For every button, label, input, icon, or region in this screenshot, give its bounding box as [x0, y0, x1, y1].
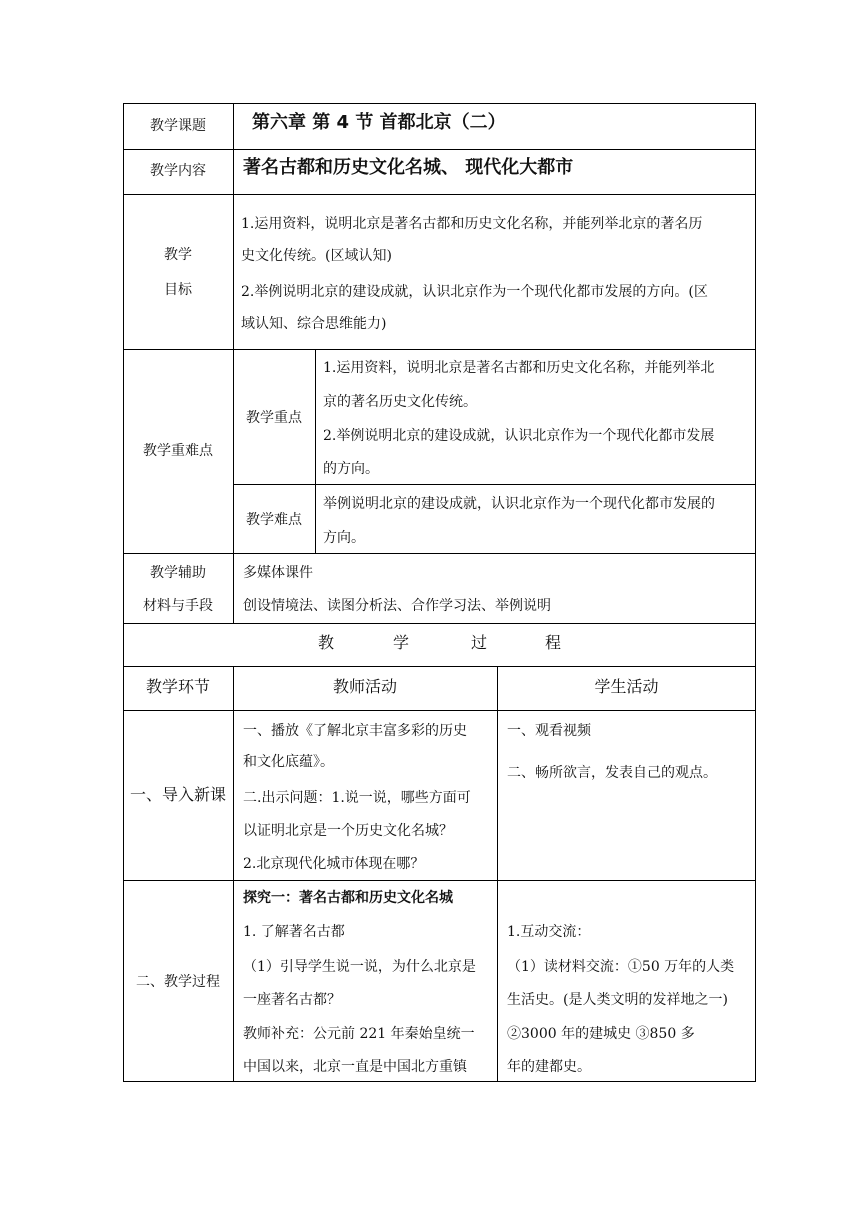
key-points-label: 教学重难点 [143, 443, 213, 459]
content-label: 教学内容 [150, 163, 206, 179]
process-student-line: （1）读材料交流：①50 万年的人类 [507, 959, 735, 975]
process-student-line: 1.互动交流： [507, 924, 591, 940]
intro-student-line: 二、畅所欲言，发表自己的观点。 [507, 765, 717, 781]
objectives-label-line1: 教学 [164, 247, 192, 263]
column-student: 学生活动 [594, 677, 659, 696]
intro-teacher-line: 2.北京现代化城市体现在哪？ [243, 856, 425, 872]
focus-line: 1.运用资料，说明北京是著名古都和历史文化名称，并能列举北 [323, 360, 715, 376]
process-header-char: 教 [318, 633, 335, 652]
objective-line: 史文化传统。(区域认知) [241, 248, 392, 264]
objective-line: 2.举例说明北京的建设成就，认识北京作为一个现代化都市发展的方向。(区 [241, 284, 708, 300]
intro-teacher-line: 一、播放《了解北京丰富多彩的历史 [243, 723, 467, 739]
intro-teacher-line: 和文化底蕴》。 [243, 754, 334, 770]
difficulty-label: 教学难点 [246, 512, 302, 528]
topic-label: 教学课题 [150, 118, 206, 134]
process-teacher-line: 中国以来，北京一直是中国北方重镇 [243, 1059, 467, 1075]
difficulty-line: 举例说明北京的建设成就，认识北京作为一个现代化都市发展的 [323, 496, 715, 512]
focus-line: 京的著名历史文化传统。 [323, 394, 477, 410]
objective-line: 域认知、综合思维能力) [241, 316, 387, 332]
process-header-char: 过 [471, 633, 488, 652]
content-text: 著名古都和历史文化名城、 现代化大都市 [243, 157, 574, 178]
intro-teacher-line: 二.出示问题：1.说一说，哪些方面可 [243, 790, 471, 806]
difficulty-line: 方向。 [323, 530, 365, 546]
focus-line: 的方向。 [323, 461, 379, 477]
process-student-line: ②3000 年的建城史 ③850 多 [507, 1026, 695, 1042]
column-stage: 教学环节 [145, 677, 210, 696]
process-student-line: 生活史。(是人类文明的发祥地之一) [507, 992, 728, 1008]
process-header-char: 学 [393, 633, 410, 652]
lesson-title: 第六章 第 4 节 首都北京（二） [252, 112, 506, 133]
process-teacher-line: 教师补充：公元前 221 年秦始皇统一 [243, 1026, 475, 1042]
process-student-line: 年的建都史。 [507, 1059, 591, 1075]
focus-line: 2.举例说明北京的建设成就，认识北京作为一个现代化都市发展 [323, 428, 715, 444]
process-teacher-heading: 探究一：著名古都和历史文化名城 [243, 890, 453, 906]
aids-label-line1: 教学辅助 [150, 565, 206, 581]
process-header-char: 程 [545, 633, 562, 652]
process-teacher-line: 1. 了解著名古都 [243, 924, 345, 940]
objective-line: 1.运用资料，说明北京是著名古都和历史文化名称，并能列举北京的著名历 [241, 216, 703, 232]
process-stage: 二、教学过程 [136, 974, 220, 990]
objectives-label-line2: 目标 [164, 282, 192, 298]
column-teacher: 教师活动 [332, 677, 397, 696]
focus-label: 教学重点 [246, 410, 302, 426]
aids-methods: 创设情境法、读图分析法、合作学习法、举例说明 [243, 598, 551, 614]
intro-teacher-line: 以证明北京是一个历史文化名城？ [243, 823, 453, 839]
process-teacher-line: 一座著名古都？ [243, 992, 341, 1008]
aids-materials: 多媒体课件 [243, 565, 313, 581]
process-teacher-line: （1）引导学生说一说，为什么北京是 [243, 959, 476, 975]
intro-student-line: 一、观看视频 [507, 723, 591, 739]
intro-stage: 一、导入新课 [129, 785, 226, 804]
aids-label-line2: 材料与手段 [143, 598, 213, 614]
